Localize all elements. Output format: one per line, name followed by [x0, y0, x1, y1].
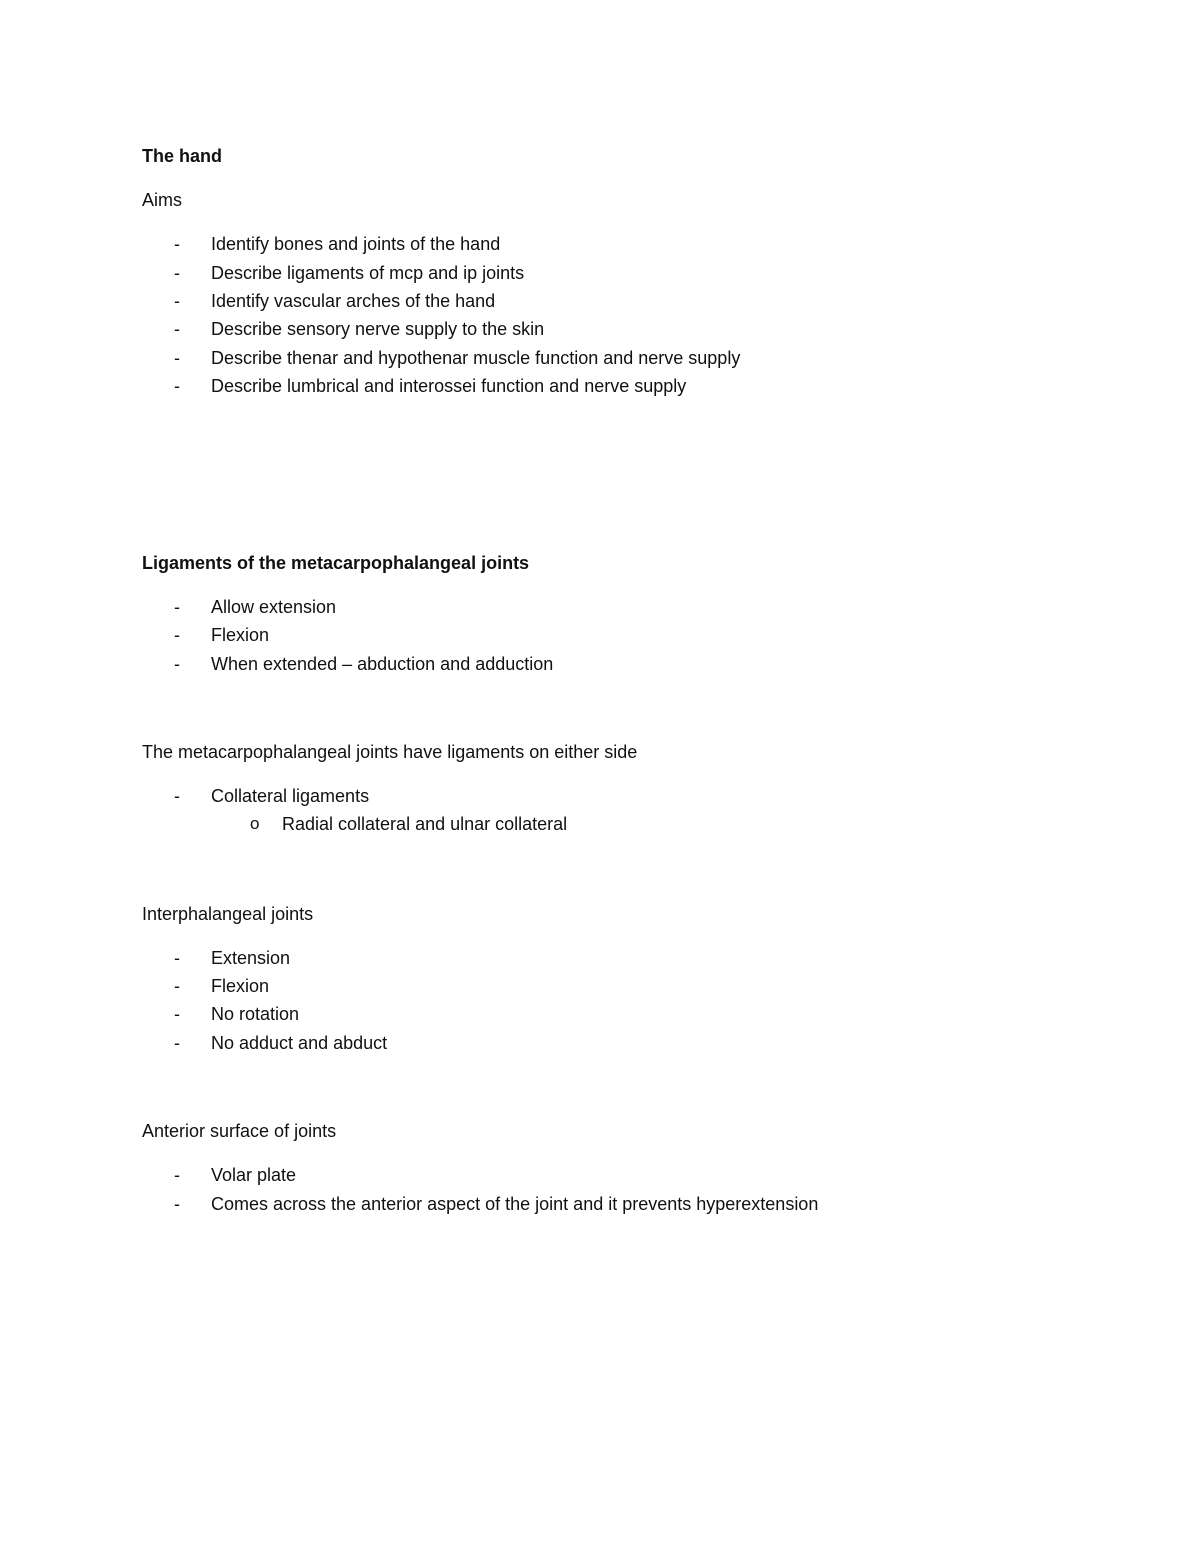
list-bullet: - — [174, 976, 180, 996]
list-bullet: - — [174, 1194, 180, 1214]
list-bullet: - — [174, 1033, 180, 1053]
list-item: Allow extension — [211, 597, 337, 617]
list-bullet: - — [174, 319, 180, 339]
list-bullet: - — [174, 625, 180, 645]
aims-heading: Aims — [142, 190, 182, 210]
list-bullet: - — [174, 234, 180, 254]
list-item: Collateral ligaments — [211, 786, 370, 806]
list-item: Comes across the anterior aspect of the joint and it prevents hyperextension — [211, 1194, 819, 1214]
list-bullet: - — [174, 654, 180, 674]
list-item: Describe thenar and hypothenar muscle function and nerve supply — [211, 348, 741, 368]
list-item: Volar plate — [211, 1165, 297, 1185]
list-item: Extension — [211, 948, 291, 968]
list-item: Describe sensory nerve supply to the skin — [211, 319, 545, 339]
list-item: Identify bones and joints of the hand — [211, 234, 501, 254]
list-item: Identify vascular arches of the hand — [211, 291, 496, 311]
list-item: When extended – abduction and adduction — [211, 654, 554, 674]
list-bullet: - — [174, 291, 180, 311]
list-item: No rotation — [211, 1004, 300, 1024]
list-item: No adduct and abduct — [211, 1033, 388, 1053]
list-bullet: - — [174, 1004, 180, 1024]
anterior-heading: Anterior surface of joints — [142, 1121, 337, 1141]
list-bullet: - — [174, 597, 180, 617]
list-item: Flexion — [211, 976, 270, 996]
document-title: The hand — [142, 146, 222, 166]
list-item: Describe ligaments of mcp and ip joints — [211, 263, 525, 283]
list-bullet: - — [174, 348, 180, 368]
list-bullet: - — [174, 948, 180, 968]
list-bullet: - — [174, 1165, 180, 1185]
mcp-heading: Ligaments of the metacarpophalangeal joints — [142, 553, 530, 573]
ip-heading: Interphalangeal joints — [142, 904, 314, 924]
list-bullet: - — [174, 263, 180, 283]
list-item: Flexion — [211, 625, 270, 645]
sub-list-bullet: o — [250, 814, 260, 833]
sub-list-item: Radial collateral and ulnar collateral — [282, 814, 568, 834]
mcp-sides-paragraph: The metacarpophalangeal joints have ligaments on either side — [142, 742, 638, 762]
list-item: Describe lumbrical and interossei function and nerve supply — [211, 376, 687, 396]
list-bullet: - — [174, 376, 180, 396]
list-bullet: - — [174, 786, 180, 806]
